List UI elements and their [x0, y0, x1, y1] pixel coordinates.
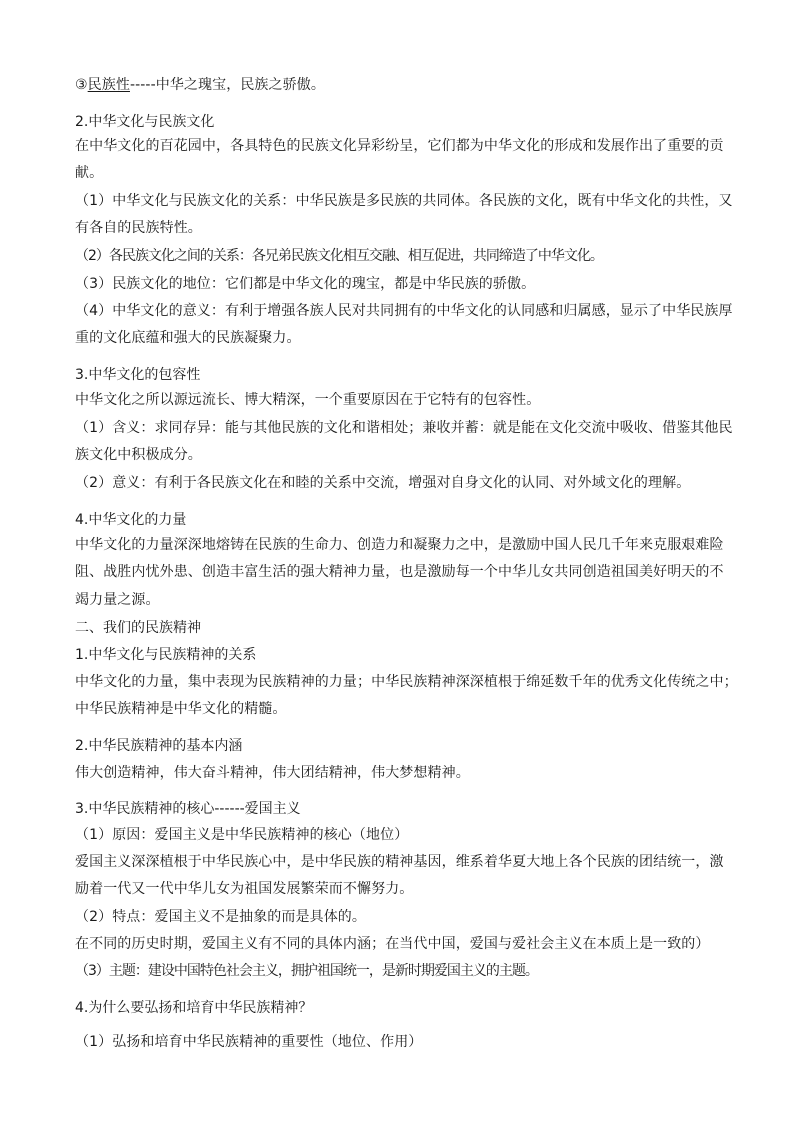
paragraph-line [75, 76, 725, 94]
paragraph-line: （1）弘扬和培育中华民族精神的重要性（地位、作用） [75, 1034, 423, 1050]
paragraph-line: 爱国主义深深植根于中华民族心中，是中华民族的精神基因，维系着华夏大地上各个民族的团结统一，激 [75, 854, 724, 870]
paragraph-line: 竭力量之源。 [75, 592, 160, 608]
paragraph-line: 励着一代又一代中华儿女为祖国发展繁荣而不懈努力。 [75, 881, 414, 897]
paragraph-line: （2）特点：爱国主义不是抽象的而是具体的。 [75, 909, 367, 925]
paragraph-line: （3）主题：建设中国特色社会主义，拥护祖国统一，是新时期爱国主义的主题。 [75, 963, 538, 979]
paragraph-line: 在不同的历史时期，爱国主义有不同的具体内涵；在当代中国，爱国与爱社会主义在本质上是一致的） [75, 936, 710, 952]
paragraph-line: 伟大创造精神，伟大奋斗精神，伟大团结精神，伟大梦想精神。 [75, 765, 470, 781]
section-heading: 3.中华民族精神的核心------爱国主义 [75, 801, 301, 817]
paragraph-line: （2）各民族文化之间的关系：各兄弟民族文化相互交融、相互促进，共同缔造了中华文化。 [75, 248, 603, 264]
paragraph-line: 阻、战胜内忧外患、创造丰富生活的强大精神力量，也是激励每一个中华儿女共同创造祖国美好明天的不 [75, 564, 724, 580]
paragraph-line: （1）原因：爱国主义是中华民族精神的核心（地位） [75, 827, 409, 843]
paragraph-line: 献。 [75, 165, 104, 181]
paragraph-line: 中华文化之所以源远流长、博大精深，一个重要原因在于它特有的包容性。 [75, 392, 541, 408]
section-heading: 2.中华民族精神的基本内涵 [75, 738, 243, 754]
section-heading: 4.中华文化的力量 [75, 512, 187, 528]
paragraph-line: （2）意义：有利于各民族文化在和睦的关系中交流，增强对自身文化的认同、对外域文化的理解。 [75, 475, 691, 491]
chapter-heading: 二、我们的民族精神 [75, 620, 201, 636]
paragraph-line: （1）中华文化与民族文化的关系：中华民族是多民族的共同体。各民族的文化，既有中华文化的共性，又 [75, 193, 733, 209]
paragraph-line: 有各自的民族特性。 [75, 220, 202, 236]
paragraph-line: 在中华文化的百花园中，各具特色的民族文化异彩纷呈，它们都为中华文化的形成和发展作出了重要的贡 [75, 138, 724, 154]
section-heading: 4.为什么要弘扬和培育中华民族精神？ [75, 1000, 313, 1016]
paragraph-line: （3）民族文化的地位：它们都是中华文化的瑰宝，都是中华民族的骄傲。 [75, 276, 536, 292]
underlined-term: 民族性 [87, 77, 130, 93]
section-heading: 1.中华文化与民族精神的关系 [75, 647, 257, 663]
line-text: -----中华之瑰宝，民族之骄傲。 [129, 77, 325, 93]
paragraph-line: 中华文化的力量深深地熔铸在民族的生命力、创造力和凝聚力之中，是激励中国人民几千年来克服艰难险 [75, 537, 724, 553]
paragraph-line: 族文化中积极成分。 [75, 447, 202, 463]
circled-number: ③ [75, 77, 88, 93]
section-heading: 2.中华文化与民族文化 [75, 114, 215, 130]
paragraph-line: 重的文化底蕴和强大的民族凝聚力。 [75, 330, 301, 346]
paragraph-line: （1）含义：求同存异：能与其他民族的文化和谐相处；兼收并蓄：就是能在文化交流中吸收、借鉴其他民 [75, 420, 733, 436]
paragraph-line: （4）中华文化的意义：有利于增强各族人民对共同拥有的中华文化的认同感和归属感，显示了中华民族厚 [75, 303, 733, 319]
paragraph-line: 中华民族精神是中华文化的精髓。 [75, 701, 287, 717]
section-heading: 3.中华文化的包容性 [75, 367, 201, 383]
paragraph-line: 中华文化的力量，集中表现为民族精神的力量；中华民族精神深深植根于绵延数千年的优秀文化传统之中； [75, 674, 738, 690]
